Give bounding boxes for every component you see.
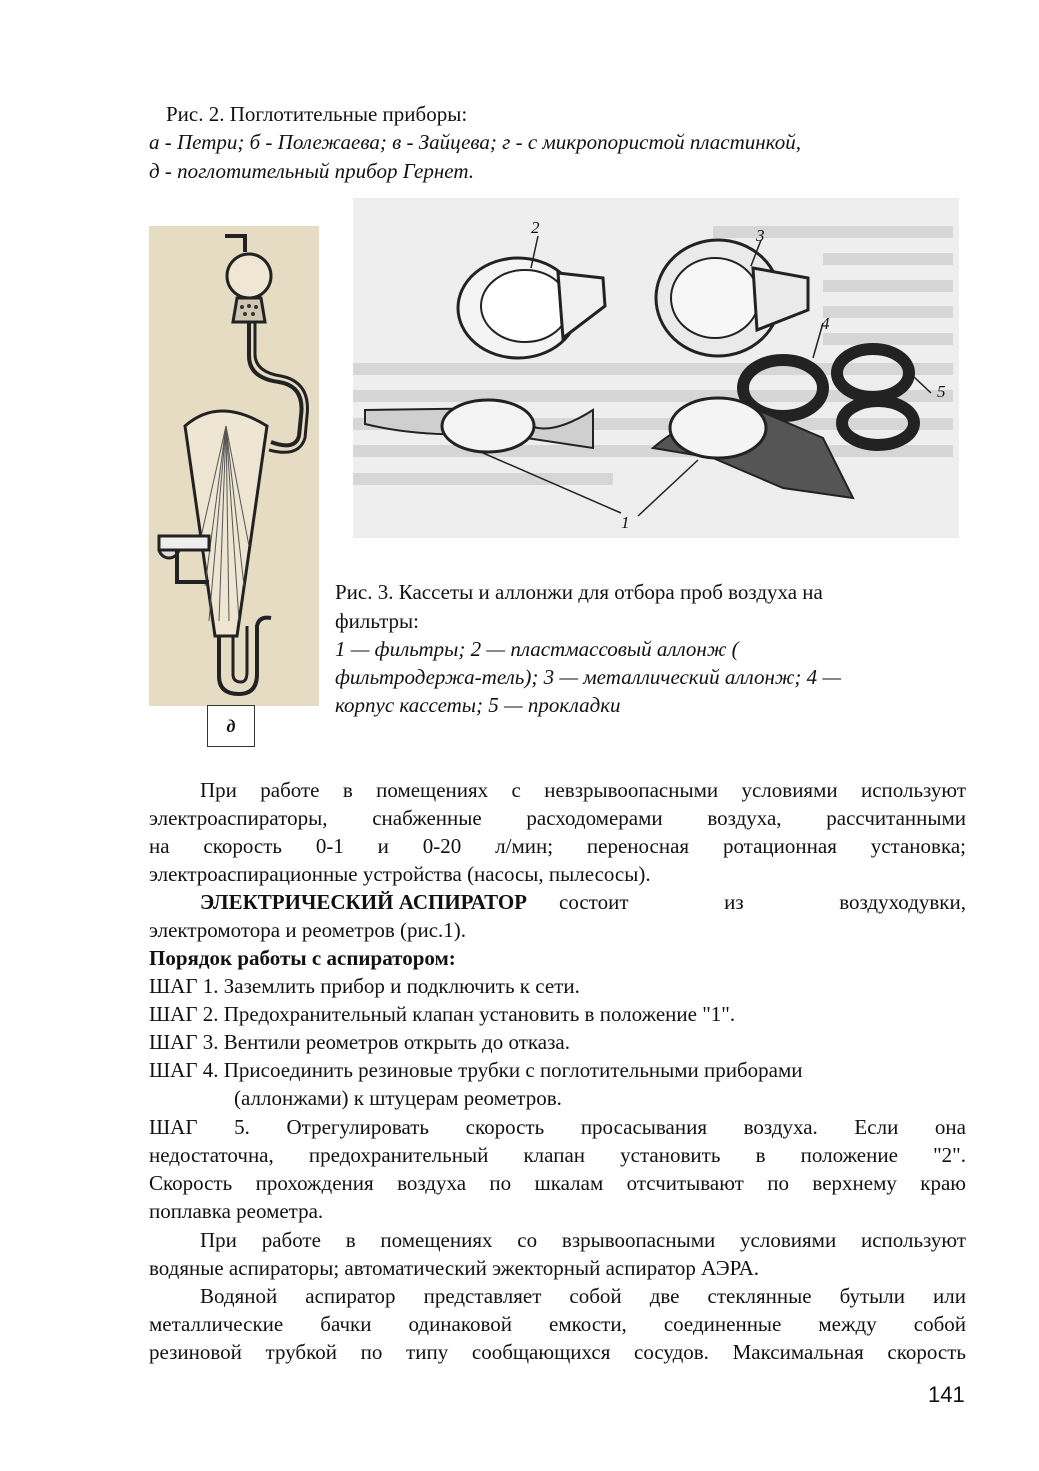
- fig3-label-1: 1: [621, 513, 630, 532]
- paragraph-3-line-2: водяные аспираторы; автоматический эжекторный аспиратор АЭРА.: [149, 1256, 760, 1280]
- fig2-caption-title: Рис. 2. Поглотительные приборы:: [166, 102, 468, 126]
- paragraph-1-line-1: При работе в помещениях с невзрывоопасными условиями используют: [200, 778, 966, 802]
- step-4-line-2: (аллонжами) к штуцерам реометров.: [234, 1086, 562, 1110]
- fig2-panel-label: д: [207, 705, 255, 747]
- paragraph-1-line-4: электроаспирационные устройства (насосы, пылесосы).: [149, 862, 651, 886]
- paragraph-2-line-1: [200, 888, 966, 916]
- paragraph-4-line-2: металлические бачки одинаковой емкости, соединенные между собой: [149, 1312, 966, 1336]
- step-5-line-3: Скорость прохождения воздуха по шкалам отсчитывают по верхнему краю: [149, 1171, 966, 1195]
- paragraph-1-line-2: электроаспираторы, снабженные расходомерами воздуха, рассчитанными: [149, 806, 966, 830]
- procedure-heading: Порядок работы с аспиратором:: [149, 946, 456, 970]
- fig3-label-4: 4: [821, 314, 830, 333]
- paragraph-1-line-3: на скорость 0-1 и 0-20 л/мин; переносная ротационная установка;: [149, 834, 966, 858]
- fig2-caption-legend-1: а - Петри; б - Полежаева; в - Зайцева; г - с микропористой пластинкой,: [149, 130, 801, 154]
- fig3-caption-legend-3: корпус кассеты; 5 — прокладки: [335, 693, 621, 717]
- fig3-caption-title: Рис. 3. Кассеты и аллонжи для отбора проб воздуха на: [335, 580, 823, 604]
- step-1: ШАГ 1. Заземлить прибор и подключить к сети.: [149, 974, 580, 998]
- fig3-label-2: 2: [531, 218, 540, 237]
- step-5-line-2: недостаточна, предохранительный клапан установить в положение "2".: [149, 1143, 966, 1167]
- fig3-label-3: 3: [756, 226, 765, 245]
- fig3-label-5: 5: [937, 382, 946, 401]
- paragraph-2-line-1-rest: состоит из воздуходувки,: [559, 890, 966, 914]
- step-2: ШАГ 2. Предохранительный клапан установить в положение "1".: [149, 1002, 736, 1026]
- gernet-absorber-image: [149, 226, 319, 706]
- fig3-caption-title-2: фильтры:: [335, 609, 419, 633]
- gernet-absorber-drawing: [149, 226, 319, 706]
- paragraph-2-line-2: электромотора и реометров (рис.1).: [149, 918, 467, 942]
- paragraph-4-line-1: Водяной аспиратор представляет собой две стеклянные бутыли или: [200, 1284, 966, 1308]
- step-3: ШАГ 3. Вентили реометров открыть до отказа.: [149, 1030, 570, 1054]
- cassettes-image: [353, 198, 959, 538]
- step-4-line-1: ШАГ 4. Присоединить резиновые трубки с поглотительными приборами: [149, 1058, 803, 1082]
- paragraph-3-line-1: При работе в помещениях со взрывоопасными условиями используют: [200, 1228, 966, 1252]
- electric-aspirator-term: ЭЛЕКТРИЧЕСКИЙ АСПИРАТОР: [200, 890, 528, 914]
- fig2-caption-legend-2: д - поглотительный прибор Гернет.: [149, 159, 474, 183]
- page-number: 141: [928, 1382, 965, 1407]
- fig3-caption-legend-1: 1 — фильтры; 2 — пластмассовый аллонж (: [335, 637, 739, 661]
- step-5-line-4: поплавка реометра.: [149, 1199, 324, 1223]
- fig3-caption-legend-2: фильтродержа-тель); 3 — металлический аллонж; 4 —: [335, 665, 842, 689]
- cassettes-drawing: [353, 198, 959, 538]
- paragraph-4-line-3: резиновой трубкой по типу сообщающихся сосудов. Максимальная скорость: [149, 1340, 966, 1364]
- step-5-line-1: ШАГ 5. Отрегулировать скорость просасывания воздуха. Если она: [149, 1115, 966, 1139]
